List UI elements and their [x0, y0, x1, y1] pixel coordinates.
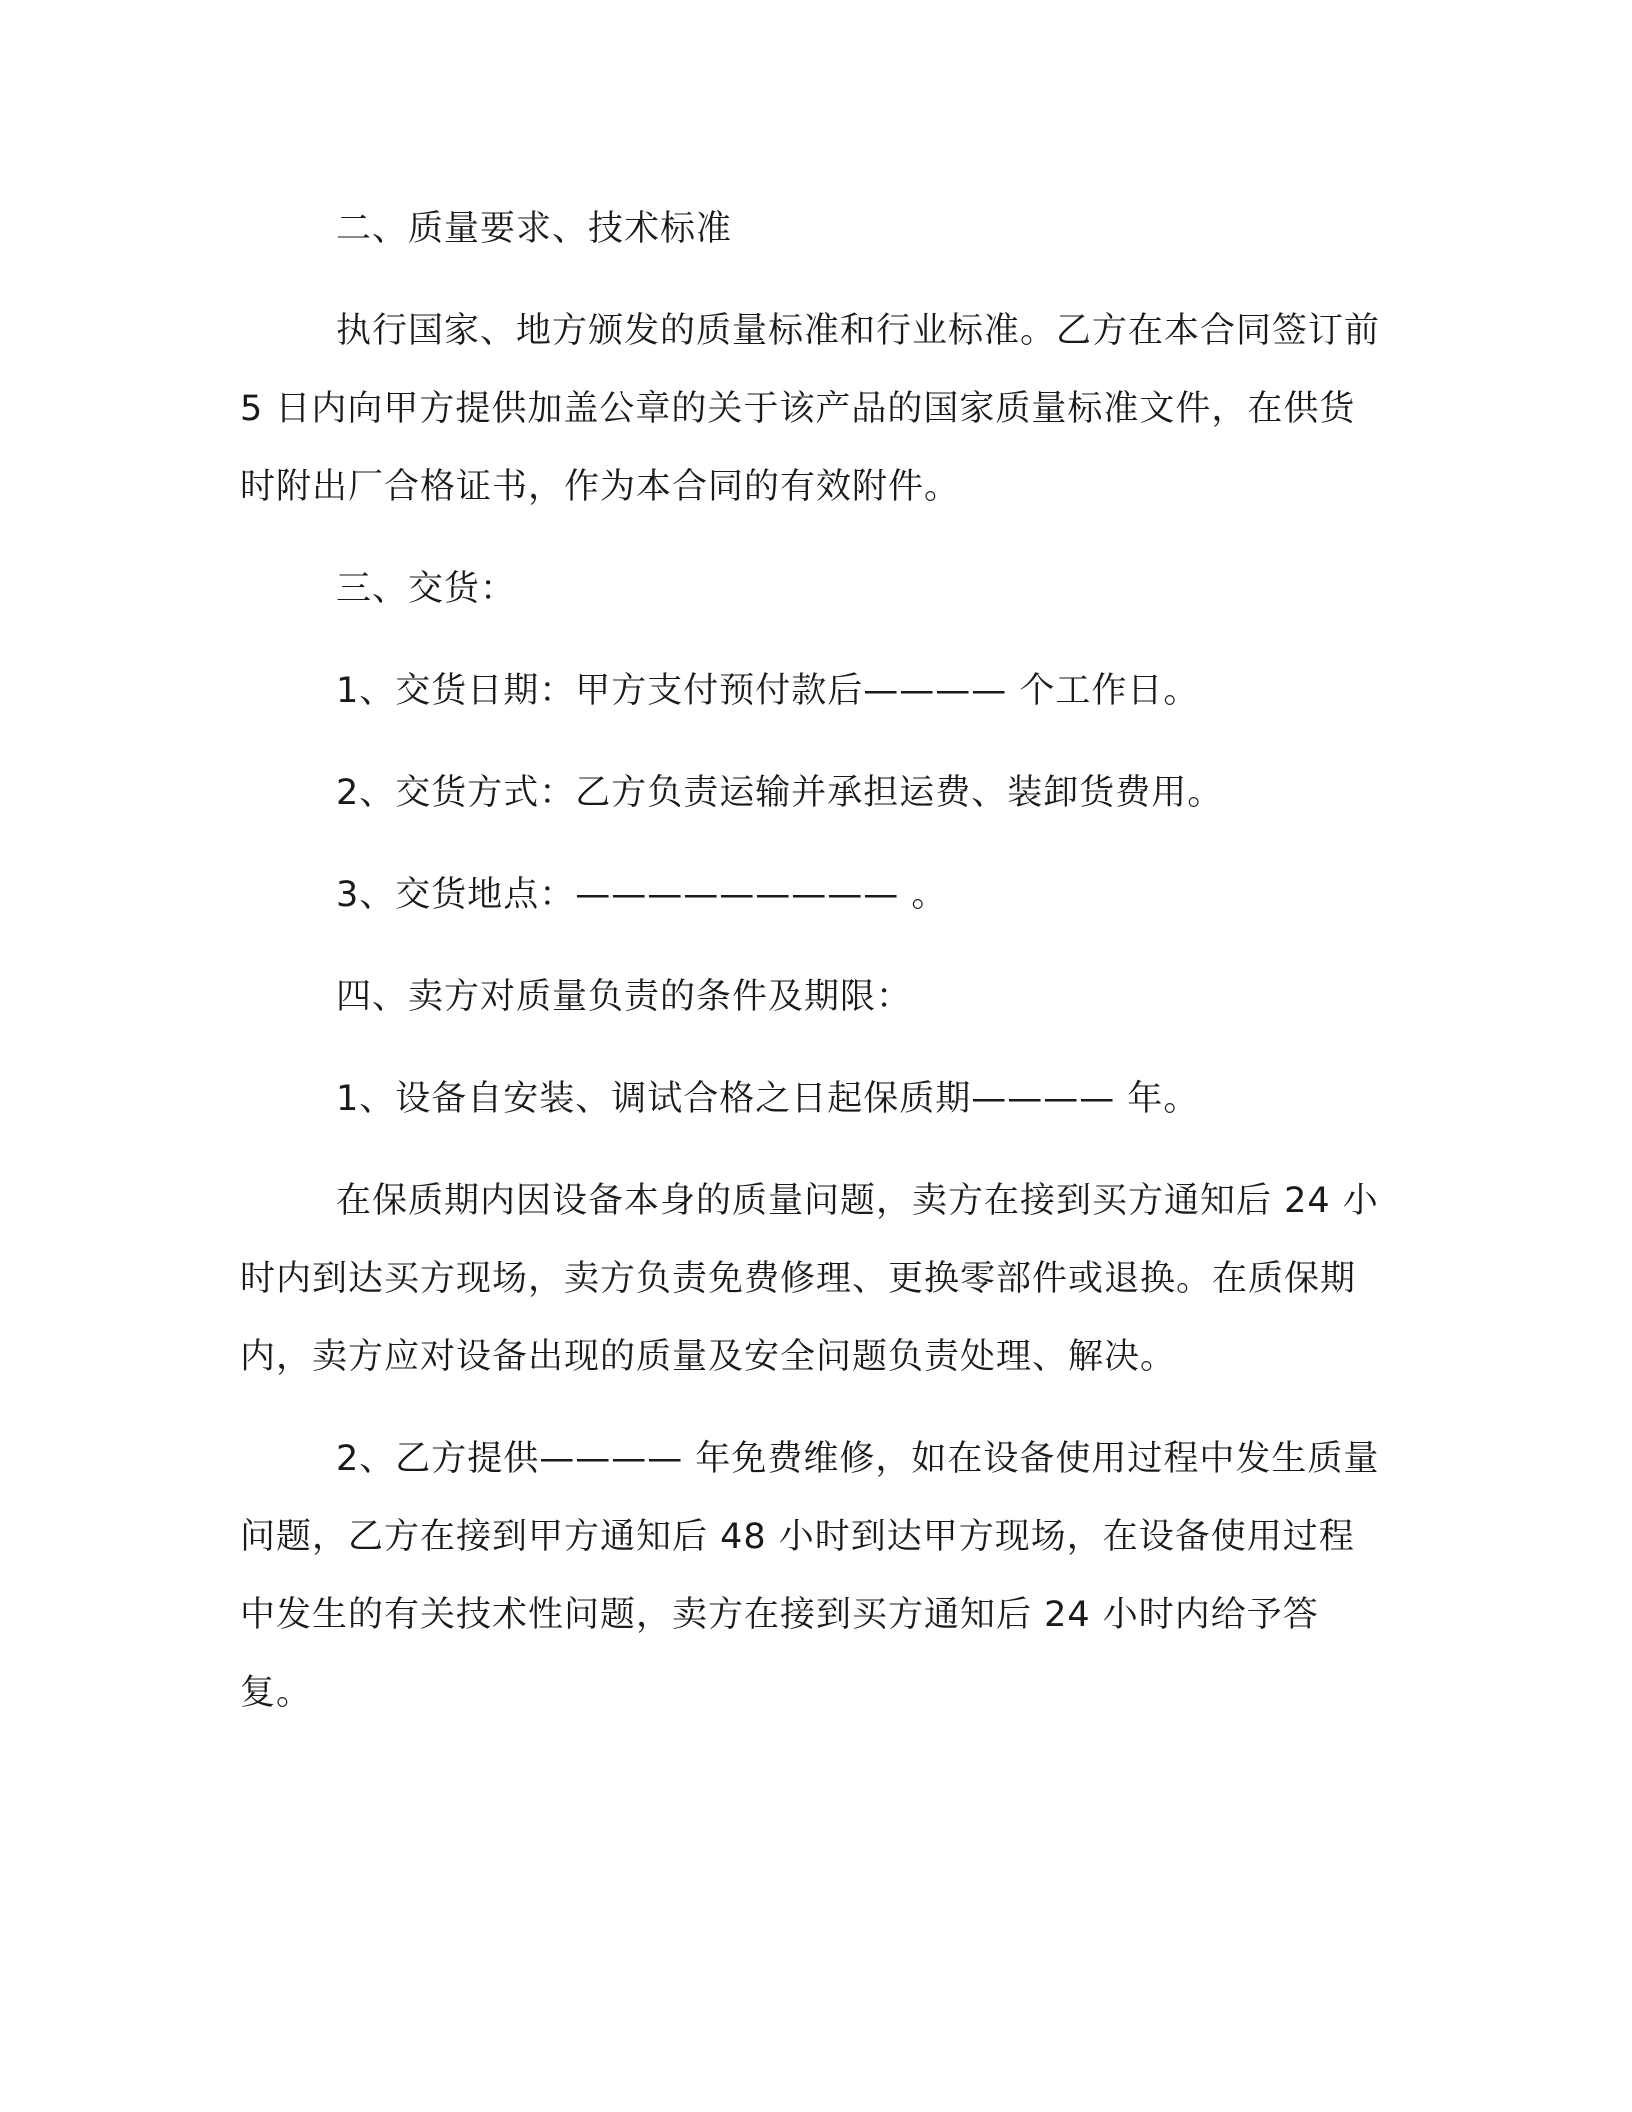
section-heading-quality: 二、质量要求、技术标准 [336, 209, 733, 249]
delivery-method-item: 2、交货方式：乙方负责运输并承担运费、装卸货费用。 [336, 773, 1224, 813]
section-heading-warranty: 四、卖方对质量负责的条件及期限： [336, 977, 913, 1017]
section-heading-delivery: 三、交货： [336, 569, 517, 609]
delivery-location-item: 3、交货地点：————————— 。 [336, 875, 948, 915]
document-body [240, 190, 1390, 1732]
paragraph-quality-standards: 执行国家、地方颁发的质量标准和行业标准。乙方在本合同签订前 5 日内向甲方提供加盖公章的关于该产品的国家质量标准文件，在供货时附出厂合格证书，作为本合同的有效附件。 [240, 311, 1381, 507]
warranty-period-item: 1、设备自安装、调试合格之日起保质期———— 年。 [336, 1079, 1200, 1119]
free-maintenance-item: 2、乙方提供———— 年免费维修，如在设备使用过程中发生质量问题，乙方在接到甲方通知后 48 小时到达甲方现场，在设备使用过程中发生的有关技术性问题，卖方在接到买方通知后 24 小时内给予答复。 [240, 1439, 1380, 1713]
delivery-date-item: 1、交货日期：甲方支付预付款后———— 个工作日。 [336, 671, 1200, 711]
paragraph-warranty-repair: 在保质期内因设备本身的质量问题，卖方在接到买方通知后 24 小时内到达买方现场，卖方负责免费修理、更换零部件或退换。在质保期内，卖方应对设备出现的质量及安全问题负责处理、解决。 [240, 1181, 1379, 1377]
